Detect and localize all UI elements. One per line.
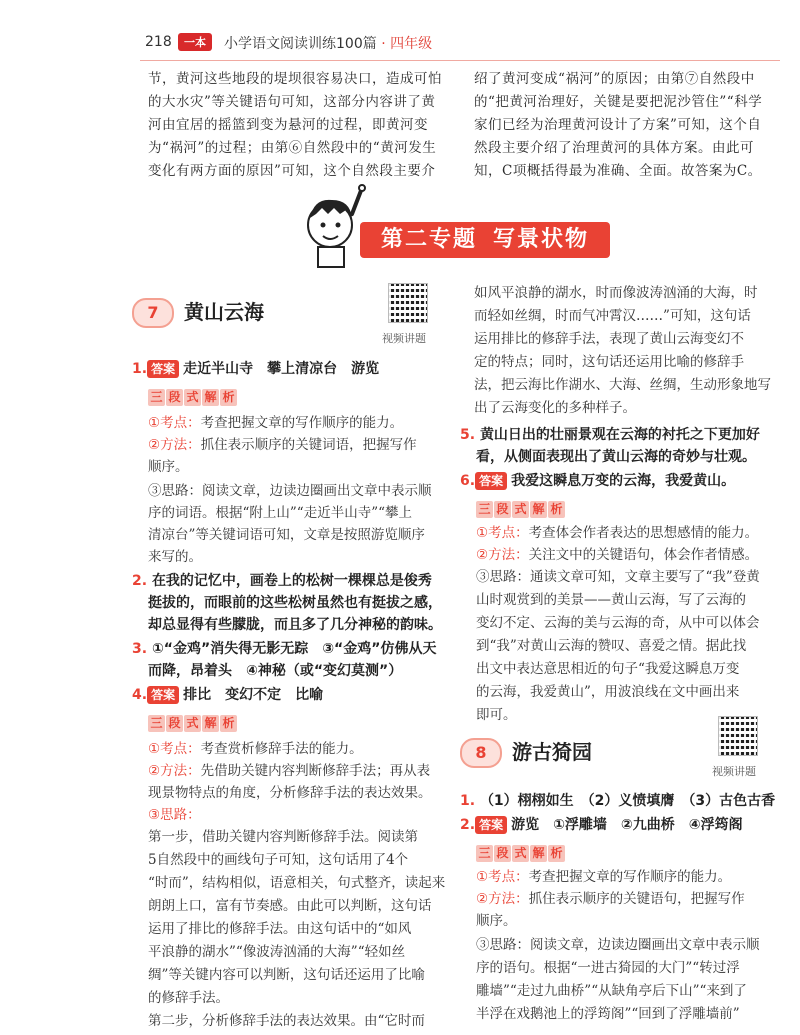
text-line: [460, 424, 780, 446]
answer-tag: 答案: [147, 360, 179, 378]
q1-answer-line: [132, 358, 379, 380]
analysis-char: 式: [184, 715, 201, 732]
question-number: 1.: [460, 793, 476, 809]
answer-text: 游览 ①浮雕墙 ②九曲桥 ④浮筠阁: [511, 817, 743, 833]
book-title: [224, 33, 432, 53]
text-line: 法，把云海比作湖水、大海、丝绸，生动形象地写: [474, 377, 771, 393]
question-number: 5.: [460, 427, 476, 443]
section-8-header: [460, 736, 660, 770]
item-keyword: ②方法：: [148, 437, 201, 453]
analysis-char: 析: [220, 715, 237, 732]
text-line: 5自然段中的画线句子可知，这句话用了4个: [148, 852, 409, 868]
text-line: 第一步，借助关键内容判断修辞手法。阅读第: [148, 829, 418, 845]
analysis-char: 解: [530, 501, 547, 518]
analysis-tag: [148, 386, 238, 406]
analysis-char: 三: [148, 389, 165, 406]
grade-label: 四年级: [390, 36, 433, 52]
question-number: 2.: [132, 573, 148, 589]
text-line: 却总显得有些朦胧，而且多了几分神秘的韵味。: [148, 617, 442, 633]
section-7-number: 7: [132, 298, 174, 328]
analysis-char: 三: [476, 845, 493, 862]
q4-answer-line: [132, 684, 323, 706]
question-number: 3.: [132, 641, 148, 657]
top-right-text: [474, 68, 780, 183]
title-separator: ·: [381, 36, 386, 52]
header-divider: [140, 60, 780, 61]
text-line: 山时观赏到的美景——黄山云海，写了云海的: [476, 592, 746, 608]
text-line: ③思路：阅读文章，边读边圈画出文章中表示顺: [148, 483, 432, 499]
list-item: [476, 522, 782, 544]
item-keyword: ①考点：: [476, 869, 529, 885]
text-line: 的“把黄河治理好，关键是要把泥沙管住”“科学: [474, 94, 763, 110]
text-line: 运用排比的修辞手法，表现了黄山云海变幻不: [474, 331, 744, 347]
section-8-number: 8: [460, 738, 502, 768]
text-line: 绸”等关键内容可以判断，这句话还运用了比喻: [148, 967, 425, 983]
analysis-char: 式: [512, 501, 529, 518]
list-item: [148, 804, 453, 826]
list-item: [148, 760, 453, 782]
item-keyword: ①考点：: [148, 415, 201, 431]
analysis-tag: [476, 498, 566, 518]
item-keyword: ①考点：: [148, 741, 201, 757]
list-item: [476, 544, 782, 566]
text-line: 绍了黄河变成“祸河”的原因；由第⑦自然段中: [474, 71, 755, 87]
answer-text: ①“金鸡”消失得无影无踪 ③“金鸡”仿佛从天: [151, 641, 437, 657]
analysis-char: 段: [494, 501, 511, 518]
item-text: 顺序。: [476, 913, 517, 929]
series-logo: 一本: [178, 33, 212, 51]
q2-answer: [132, 570, 452, 636]
item-keyword: ③思路：: [148, 807, 201, 823]
item-text: 抓住表示顺序的关键词语，把握写作: [200, 437, 417, 453]
text-line: 来写的。: [148, 549, 202, 565]
answer-tag: 答案: [475, 816, 507, 834]
page-header: [0, 0, 800, 62]
text-line: 出文中表达意思相近的句子“我爱这瞬息万变: [476, 661, 740, 677]
analysis-char: 三: [476, 501, 493, 518]
item-text: 考查把握文章的写作顺序的能力。: [528, 869, 732, 885]
q1-thinking: [148, 480, 448, 568]
item-text: 顺序。: [148, 459, 189, 475]
qr-caption: 视频讲题: [382, 332, 426, 345]
list-item: [476, 888, 782, 910]
item-text: 考查体会作者表达的思想感情的能力。: [528, 525, 759, 541]
item-text: 抓住表示顺序的关键语句，把握写作: [528, 891, 745, 907]
text-line: 到“我”对黄山云海的赞叹、喜爱之情。据此找: [476, 638, 747, 654]
text-line: 而降，昂着头 ④神秘（或“变幻莫测”）: [148, 663, 403, 679]
q5-answer: [460, 424, 780, 468]
s8-q1-answer: [460, 790, 775, 812]
list-item: [148, 412, 448, 434]
list-item: [148, 782, 453, 804]
section-8-title: 游古猗园: [512, 740, 592, 764]
text-line: 河由宜居的摇篮到变为悬河的过程，即黄河变: [148, 117, 428, 133]
item-text: 考查把握文章的写作顺序的能力。: [200, 415, 404, 431]
list-item: [476, 910, 782, 932]
text-line: 然段主要介绍了治理黄河的具体方案。由此可: [474, 140, 754, 156]
text-line: 第二步，分析修辞手法的表达效果。由“它时而: [148, 1013, 425, 1029]
item-text: 关注文中的关键语句，体会作者情感。: [528, 547, 759, 563]
text-line: [132, 570, 452, 592]
text-line: 半浮在戏鹅池上的浮筠阁”“回到了浮雕墙前”: [476, 1006, 740, 1022]
qr-caption: 视频讲题: [712, 765, 756, 778]
item-keyword: ②方法：: [148, 763, 201, 779]
analysis-char: 析: [220, 389, 237, 406]
answer-text: 走近半山寺 攀上清凉台 游览: [183, 361, 380, 377]
text-line: 知，C项概括得最为准确、全面。故答案为C。: [474, 163, 762, 179]
list-item: [148, 456, 448, 478]
text-line: 平浪静的湖水”“像波涛汹涌的大海”“轻如丝: [148, 944, 406, 960]
q1-items: [148, 412, 448, 478]
text-line: 变化有两方面的原因”可知，这个自然段主要介: [148, 163, 436, 179]
text-line: 的云海，我爱黄山”，用波浪线在文中画出来: [476, 684, 740, 700]
s8-q2-answer-line: [460, 814, 743, 836]
analysis-char: 段: [166, 389, 183, 406]
list-item: [148, 738, 453, 760]
q4-items: [148, 738, 453, 826]
analysis-tag: [148, 712, 238, 732]
topic-banner: [300, 210, 610, 270]
section-7-header: [132, 296, 332, 330]
q6-answer-line: [460, 470, 735, 492]
question-number: 1.: [132, 361, 148, 377]
text-line: 序的词语。根据“附上山”“走近半山寺”“攀上: [148, 505, 413, 521]
text-line: 变幻不定、云海的美与云海的奇，从中可以体会: [476, 615, 760, 631]
analysis-char: 段: [494, 845, 511, 862]
text-line: 如风平浪静的湖水，时而像波涛汹涌的大海，时: [474, 285, 758, 301]
text-line: “时而”，结构相似，语意相关，句式整齐，读起来: [148, 875, 446, 891]
analysis-char: 解: [530, 845, 547, 862]
text-line: 的修辞手法。: [148, 990, 229, 1006]
text-line: 挺拔的，而眼前的这些松树虽然也有挺拔之感，: [148, 595, 442, 611]
answer-text: 排比 变幻不定 比喻: [183, 687, 324, 703]
text-line: ③思路：阅读文章，边读边圈画出文章中表示顺: [476, 937, 760, 953]
text-line: 雕墙”“走过九曲桥”“从缺角亭后下山”“来到了: [476, 983, 747, 999]
analysis-char: 式: [512, 845, 529, 862]
answer-text: 黄山日出的壮丽景观在云海的衬托之下更加好: [479, 427, 760, 443]
analysis-tag: [476, 842, 566, 862]
text-line: 出了云海变化的多种样子。: [474, 400, 636, 416]
answer-text: 我爱这瞬息万变的云海，我爱黄山。: [511, 473, 736, 489]
list-item: [476, 866, 782, 888]
answer-text: （1）栩栩如生 （2）义愤填膺 （3）古色古香: [479, 793, 776, 809]
answer-tag: 答案: [147, 686, 179, 704]
text-line: 运用了排比的修辞手法。由这句话中的“如风: [148, 921, 412, 937]
text-line: 家们已经为治理黄河设计了方案”可知，这个自: [474, 117, 762, 133]
analysis-char: 析: [548, 501, 565, 518]
text-line: 朗朗上口，富有节奏感。由此可以判断，这句话: [148, 898, 432, 914]
top-left-text: [148, 68, 450, 183]
item-text: 现景物特点的角度，分析修辞手法的表达效果。: [148, 785, 432, 801]
s8-thinking: [476, 934, 782, 1026]
text-line: 的大水灾”等关键语句可知，这部分内容讲了黄: [148, 94, 436, 110]
answer-tag: 答案: [475, 472, 507, 490]
topic-part2: 写景状物: [493, 227, 590, 252]
book-title-text: 小学语文阅读训练100篇: [224, 36, 377, 52]
item-text: 先借助关键内容判断修辞手法；再从表: [200, 763, 431, 779]
text-line: [132, 638, 452, 660]
text-line: 节，黄河这些地段的堤坝很容易决口，造成可怕: [148, 71, 442, 87]
section-7-title: 黄山云海: [184, 300, 264, 324]
item-keyword: ②方法：: [476, 547, 529, 563]
text-line: 清凉台”等关键词语可知，文章是按照游览顺序: [148, 527, 425, 543]
item-keyword: ②方法：: [476, 891, 529, 907]
item-text: 考查赏析修辞手法的能力。: [200, 741, 363, 757]
text-line: 为“祸河”的过程；由第⑥自然段中的“黄河发生: [148, 140, 437, 156]
page-number: 218: [145, 34, 172, 50]
qr-code-icon[interactable]: [718, 716, 758, 756]
text-line: 定的特点；同时，这句话还运用比喻的修辞手: [474, 354, 744, 370]
topic-part1: 第二专题: [380, 227, 477, 252]
q6-thinking: [476, 566, 782, 727]
analysis-char: 段: [166, 715, 183, 732]
analysis-char: 析: [548, 845, 565, 862]
q3-answer: [132, 638, 452, 682]
analysis-char: 式: [184, 389, 201, 406]
text-line: ③思路：通读文章可知，文章主要写了“我”登黄: [476, 569, 760, 585]
question-number: 2.: [460, 817, 476, 833]
text-line: 而轻如丝绸，时而气冲霄汉……”可知，这句话: [474, 308, 751, 324]
analysis-char: 三: [148, 715, 165, 732]
answer-text: 在我的记忆中，画卷上的松树一棵棵总是俊秀: [151, 573, 432, 589]
question-number: 4.: [132, 687, 148, 703]
text-line: 序的语句。根据“一进古猗园的大门”“转过浮: [476, 960, 740, 976]
right-continuation: [474, 282, 780, 420]
topic-title: [360, 222, 610, 258]
question-number: 6.: [460, 473, 476, 489]
q6-items: [476, 522, 782, 566]
list-item: [148, 434, 448, 456]
q4-steps: [148, 826, 453, 1033]
qr-code-icon[interactable]: [388, 283, 428, 323]
item-keyword: ①考点：: [476, 525, 529, 541]
text-line: 即可。: [476, 707, 517, 723]
s8-items: [476, 866, 782, 932]
analysis-char: 解: [202, 715, 219, 732]
text-line: 看，从侧面表现出了黄山云海的奇妙与壮观。: [476, 449, 756, 465]
analysis-char: 解: [202, 389, 219, 406]
